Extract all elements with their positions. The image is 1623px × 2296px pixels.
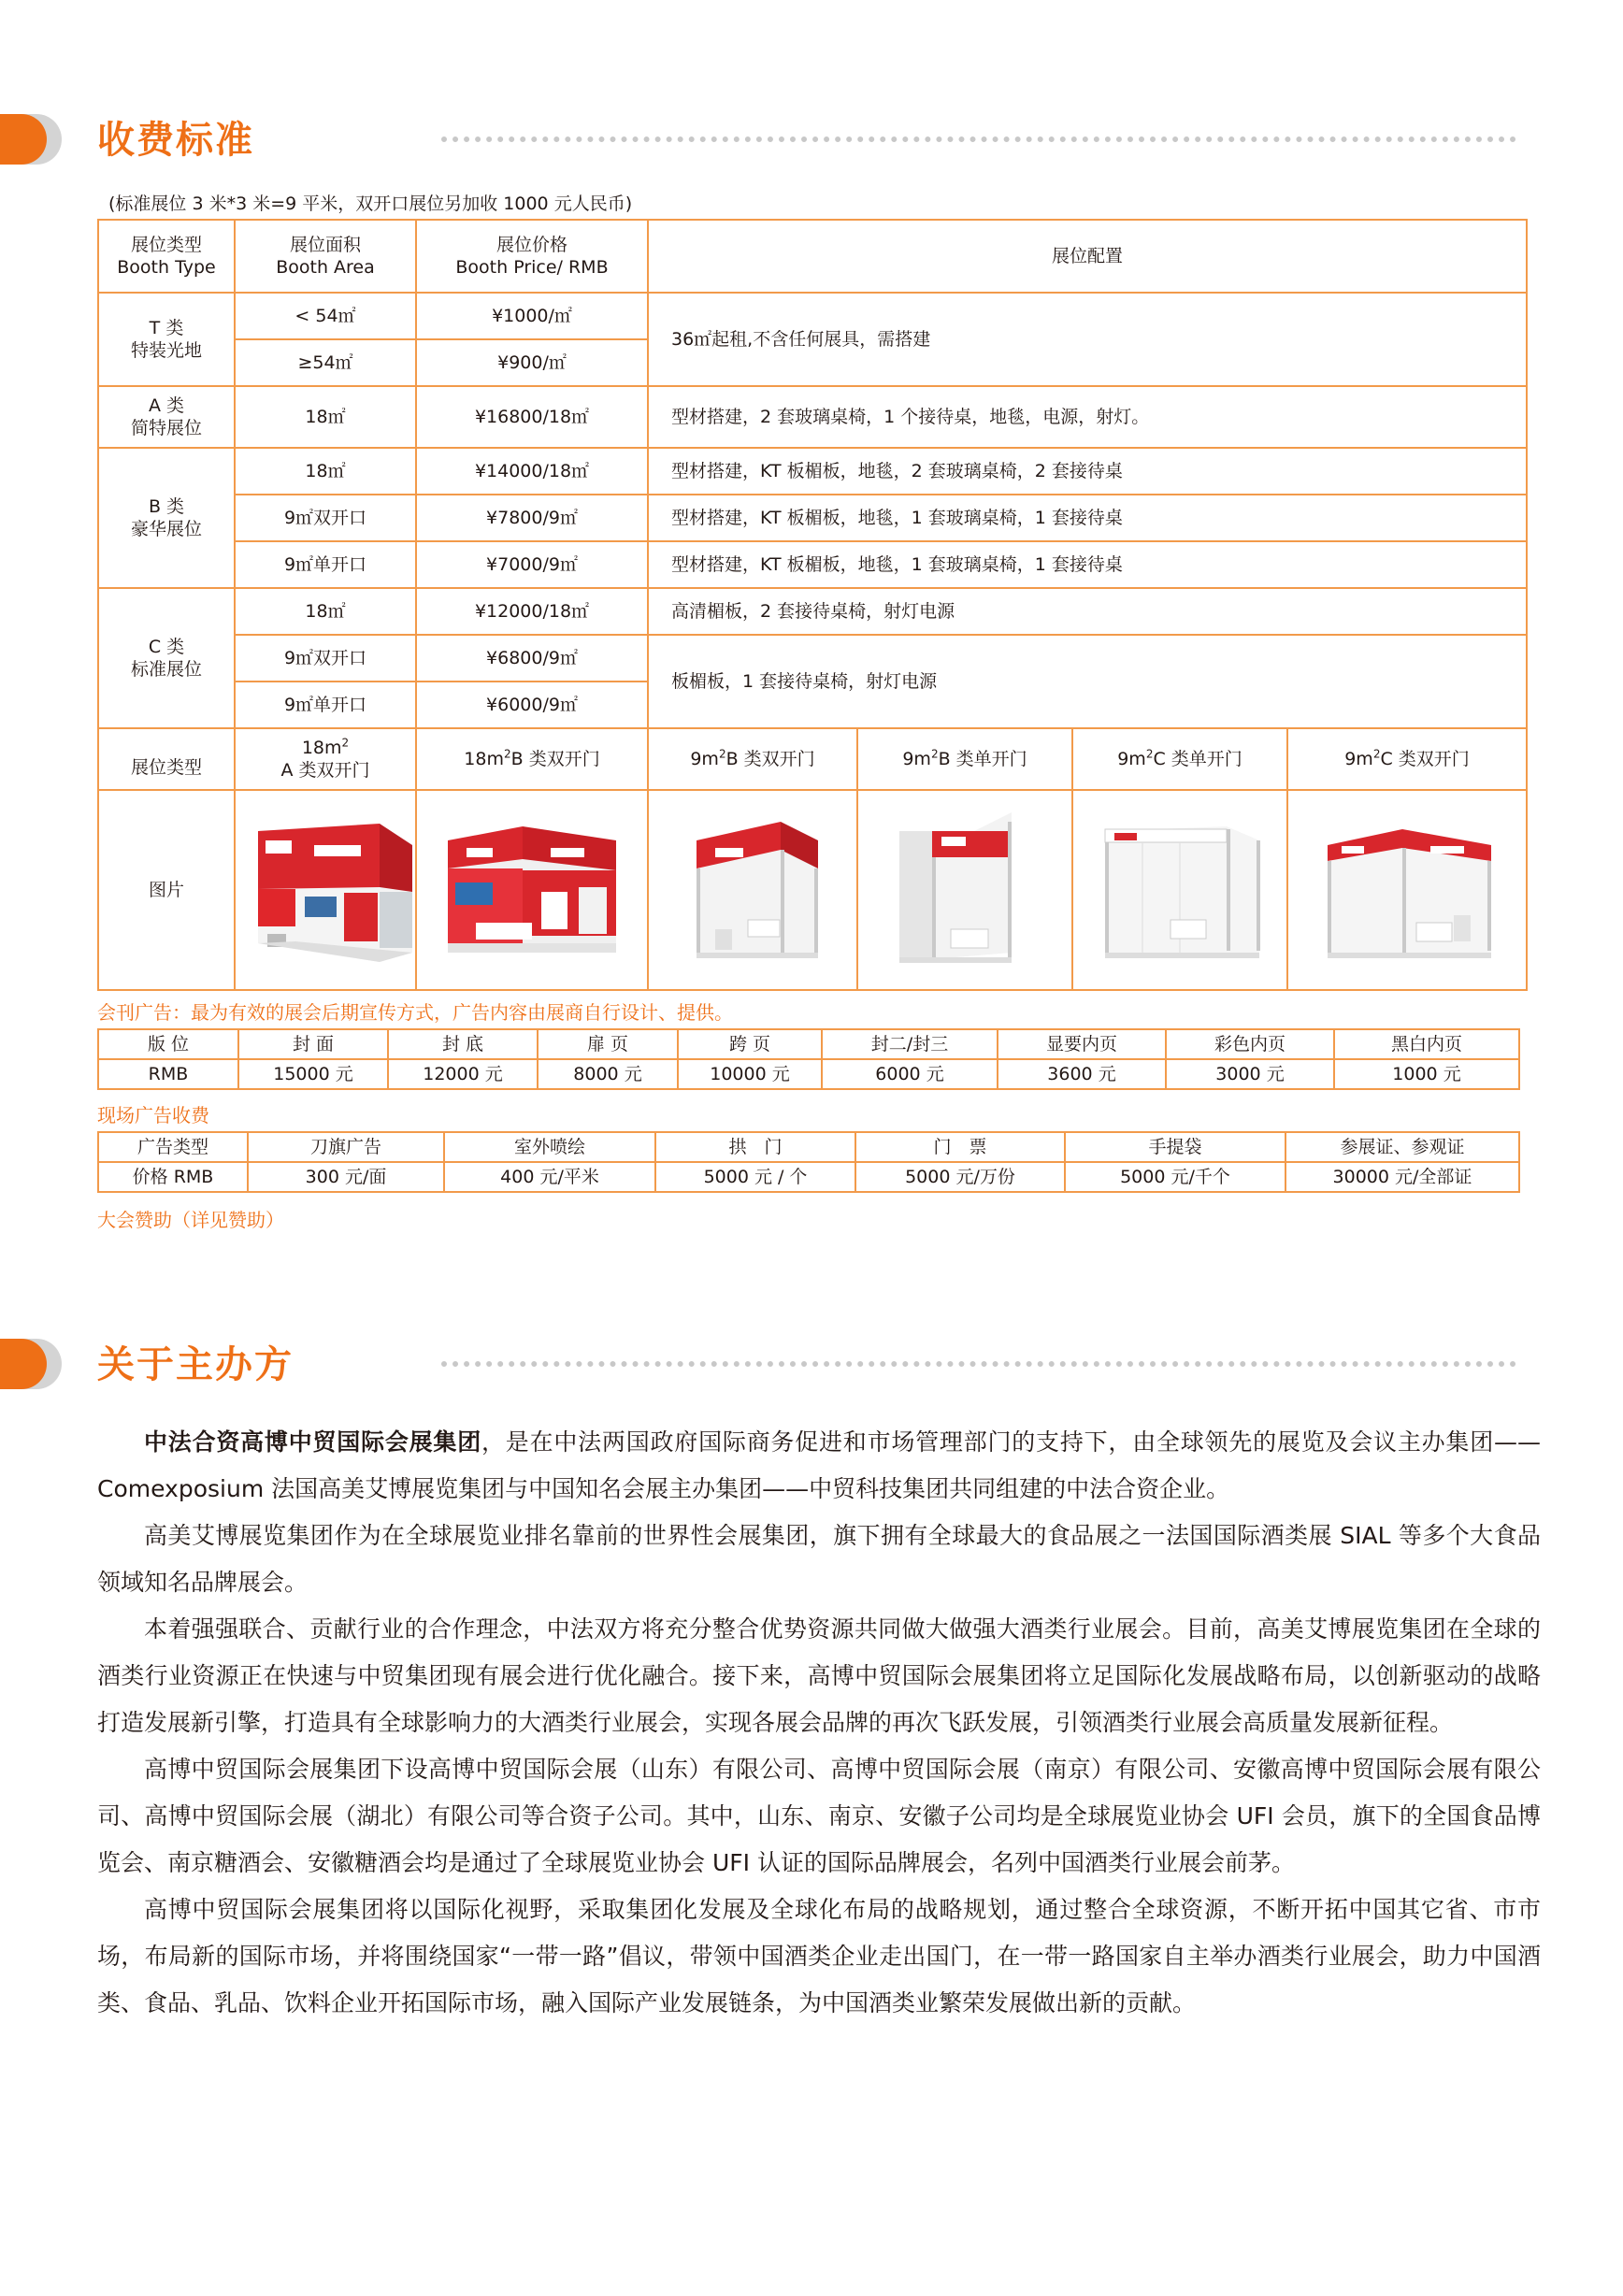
booth-c-single-photo bbox=[1086, 803, 1273, 971]
table-cell: 版 位 bbox=[98, 1029, 238, 1059]
area-cell: ≥54㎡ bbox=[235, 339, 416, 386]
config-cell: 36㎡起租,不含任何展具，需搭建 bbox=[648, 293, 1527, 386]
section-marker-icon bbox=[0, 112, 67, 168]
table-cell: 15000 元 bbox=[238, 1059, 388, 1089]
type-c: C 类 标准展位 bbox=[98, 588, 235, 728]
table-cell: 30000 元/全部证 bbox=[1285, 1162, 1519, 1192]
table-cell: 封二/封三 bbox=[822, 1029, 998, 1059]
about-paragraph: 高美艾博展览集团作为在全球展览业排名靠前的世界性会展集团，旗下拥有全球最大的食品展之一法国国际酒类展 SIAL 等多个大食品领域知名品牌展会。 bbox=[97, 1522, 1541, 1596]
dotted-divider bbox=[441, 136, 1516, 142]
booth-image-cell bbox=[1287, 790, 1527, 990]
type-b18-double: $18m^2B$ 类双开门 bbox=[416, 728, 648, 790]
onsite-ad-note: 现场广告收费 bbox=[97, 1104, 209, 1126]
table-cell: 5000 元 / 个 bbox=[655, 1162, 855, 1192]
type-c-single: $9m^2C$ 类单开门 bbox=[1072, 728, 1287, 790]
table-row bbox=[98, 588, 1527, 635]
booth-b18-photo bbox=[438, 803, 625, 971]
onsite-header-row bbox=[98, 1132, 1519, 1162]
table-cell: 跨 页 bbox=[678, 1029, 822, 1059]
header-config: 展位配置 bbox=[648, 220, 1527, 293]
table-cell: 价格 RMB bbox=[98, 1162, 248, 1192]
catalog-ad-table bbox=[97, 1028, 1520, 1090]
booth-image-cell bbox=[857, 790, 1072, 990]
booth-price-table bbox=[97, 219, 1528, 991]
section-title-organizer: 关于主办方 bbox=[97, 1343, 294, 1386]
section-header-fees bbox=[0, 112, 1623, 178]
about-paragraph: 中法合资高博中贸国际会展集团，是在中法两国政府国际商务促进和市场管理部门的支持下，由全球领先的展览及会议主办集团——Comexposium 法国高美艾博展览集团与中国知名会展主办集团——中贸科技集团共同组建的中法合资企业。 bbox=[97, 1428, 1541, 1502]
about-paragraph: 高博中贸国际会展集团将以国际化视野，采取集团化发展及全球化布局的战略规划，通过整合全球资源，不断开拓中国其它省、市市场，布局新的国际市场，并将围绕国家“一带一路”倡议，带领中国酒类企业走出国门，在一带一路国家自主举办酒类行业展会，助力中国酒类、食品、乳品、饮料企业开拓国际市场，融入国际产业发展链条，为中国酒类业繁荣发展做出新的贡献。 bbox=[97, 1896, 1541, 2016]
area-cell: 9㎡单开口 bbox=[235, 541, 416, 588]
area-cell: < 54㎡ bbox=[235, 293, 416, 339]
table-cell: 显要内页 bbox=[998, 1029, 1166, 1059]
about-paragraph: 高博中贸国际会展集团下设高博中贸国际会展（山东）有限公司、高博中贸国际会展（南京）有限公司、安徽高博中贸国际会展有限公司、高博中贸国际会展（湖北）有限公司等合资子公司。其中，山东、南京、安徽子公司均是全球展览业协会 UFI 会员，旗下的全国食品博览会、南京糖酒会、安徽糖酒会均是通过了全球展览业协会 UFI 认证的国际品牌展会，名列中国酒类行业展会前茅。 bbox=[97, 1756, 1541, 1876]
table-row bbox=[98, 541, 1527, 588]
table-cell: 5000 元/千个 bbox=[1065, 1162, 1285, 1192]
price-cell: ¥6000/9㎡ bbox=[416, 682, 648, 728]
booth-image-cell bbox=[1072, 790, 1287, 990]
config-cell: 板楣板，1 套接待桌椅，射灯电源 bbox=[648, 635, 1527, 728]
booth-type-row bbox=[98, 728, 1527, 790]
table-cell: 刀旗广告 bbox=[248, 1132, 444, 1162]
type-t: T 类 特装光地 bbox=[98, 293, 235, 386]
table-cell: 400 元/平米 bbox=[444, 1162, 655, 1192]
booth-picture-row bbox=[98, 790, 1527, 990]
config-cell: 高清楣板，2 套接待桌椅，射灯电源 bbox=[648, 588, 1527, 635]
onsite-ad-table bbox=[97, 1131, 1520, 1193]
booth-a-photo bbox=[239, 803, 426, 971]
table-cell: 封 底 bbox=[388, 1029, 538, 1059]
booth-c-double-photo bbox=[1314, 803, 1501, 971]
table-cell: 12000 元 bbox=[388, 1059, 538, 1089]
type-b9-single: $9m^2B$ 类单开门 bbox=[857, 728, 1072, 790]
header-price: 展位价格 Booth Price/ RMB bbox=[416, 220, 648, 293]
price-cell: ¥12000/18㎡ bbox=[416, 588, 648, 635]
ad-value-row bbox=[98, 1059, 1519, 1089]
onsite-value-row bbox=[98, 1162, 1519, 1192]
booth-image-cell bbox=[235, 790, 416, 990]
ad-header-row bbox=[98, 1029, 1519, 1059]
table-cell: 拱 门 bbox=[655, 1132, 855, 1162]
header-area: 展位面积 Booth Area bbox=[235, 220, 416, 293]
table-row bbox=[98, 448, 1527, 495]
table-cell: 室外喷绘 bbox=[444, 1132, 655, 1162]
table-cell: 黑白内页 bbox=[1334, 1029, 1519, 1059]
area-cell: 18㎡ bbox=[235, 588, 416, 635]
area-cell: 9㎡单开口 bbox=[235, 682, 416, 728]
price-cell: ¥7800/9㎡ bbox=[416, 495, 648, 541]
booth-note: (标准展位 3 米*3 米=9 平米，双开口展位另加收 1000 元人民币) bbox=[108, 194, 633, 214]
table-row bbox=[98, 386, 1527, 448]
table-cell: 广告类型 bbox=[98, 1132, 248, 1162]
catalog-ad-note: 会刊广告：最为有效的展会后期宣传方式，广告内容由展商自行设计、提供。 bbox=[97, 1001, 733, 1024]
price-cell: ¥900/㎡ bbox=[416, 339, 648, 386]
table-row bbox=[98, 495, 1527, 541]
section-title-fees: 收费标准 bbox=[97, 119, 254, 162]
section-header-organizer bbox=[0, 1337, 1623, 1402]
area-cell: 18㎡ bbox=[235, 386, 416, 448]
booth-b9-single-photo bbox=[871, 803, 1058, 971]
booth-image-cell bbox=[416, 790, 648, 990]
table-cell: 彩色内页 bbox=[1166, 1029, 1334, 1059]
sponsor-note: 大会赞助（详见赞助） bbox=[97, 1209, 284, 1231]
type-row-label: 展位类型 bbox=[98, 728, 235, 790]
table-cell: 6000 元 bbox=[822, 1059, 998, 1089]
booth-b9-double-photo bbox=[659, 803, 846, 971]
type-b: B 类 豪华展位 bbox=[98, 448, 235, 588]
table-cell: 10000 元 bbox=[678, 1059, 822, 1089]
table-header-row bbox=[98, 220, 1527, 293]
type-a-double: $18m^2$ A 类双开门 bbox=[235, 728, 416, 790]
dotted-divider bbox=[441, 1361, 1516, 1367]
section-marker-icon bbox=[0, 1337, 67, 1393]
table-row bbox=[98, 293, 1527, 339]
table-cell: 1000 元 bbox=[1334, 1059, 1519, 1089]
table-cell: 8000 元 bbox=[538, 1059, 678, 1089]
area-cell: 9㎡双开口 bbox=[235, 495, 416, 541]
table-row bbox=[98, 635, 1527, 682]
type-b9-double: $9m^2B$ 类双开门 bbox=[648, 728, 857, 790]
config-cell: 型材搭建，KT 板楣板，地毯，1 套玻璃桌椅，1 套接待桌 bbox=[648, 541, 1527, 588]
config-cell: 型材搭建，KT 板楣板，地毯，2 套玻璃桌椅，2 套接待桌 bbox=[648, 448, 1527, 495]
table-cell: 封 面 bbox=[238, 1029, 388, 1059]
table-cell: 300 元/面 bbox=[248, 1162, 444, 1192]
price-cell: ¥14000/18㎡ bbox=[416, 448, 648, 495]
about-organizer-text bbox=[97, 1419, 1541, 2027]
table-cell: 手提袋 bbox=[1065, 1132, 1285, 1162]
config-cell: 型材搭建，2 套玻璃桌椅，1 个接待桌，地毯，电源，射灯。 bbox=[648, 386, 1527, 448]
price-cell: ¥1000/㎡ bbox=[416, 293, 648, 339]
table-cell: RMB bbox=[98, 1059, 238, 1089]
table-cell: 5000 元/万份 bbox=[855, 1162, 1065, 1192]
type-c-double: $9m^2C$ 类双开门 bbox=[1287, 728, 1527, 790]
price-cell: ¥7000/9㎡ bbox=[416, 541, 648, 588]
price-cell: ¥6800/9㎡ bbox=[416, 635, 648, 682]
about-paragraph: 本着强强联合、贡献行业的合作理念，中法双方将充分整合优势资源共同做大做强大酒类行业展会。目前，高美艾博展览集团在全球的酒类行业资源正在快速与中贸集团现有展会进行优化融合。接下来，高博中贸国际会展集团将立足国际化发展战略布局，以创新驱动的战略打造发展新引擎，打造具有全球影响力的大酒类行业展会，实现各展会品牌的再次飞跃发展，引领酒类行业展会高质量发展新征程。 bbox=[97, 1615, 1541, 1736]
booth-image-cell bbox=[648, 790, 857, 990]
area-cell: 18㎡ bbox=[235, 448, 416, 495]
config-cell: 型材搭建，KT 板楣板，地毯，1 套玻璃桌椅，1 套接待桌 bbox=[648, 495, 1527, 541]
table-cell: 3600 元 bbox=[998, 1059, 1166, 1089]
table-cell: 参展证、参观证 bbox=[1285, 1132, 1519, 1162]
table-cell: 3000 元 bbox=[1166, 1059, 1334, 1089]
table-cell: 扉 页 bbox=[538, 1029, 678, 1059]
price-cell: ¥16800/18㎡ bbox=[416, 386, 648, 448]
table-cell: 门 票 bbox=[855, 1132, 1065, 1162]
type-a: A 类 简特展位 bbox=[98, 386, 235, 448]
area-cell: 9㎡双开口 bbox=[235, 635, 416, 682]
picture-row-label: 图片 bbox=[98, 790, 235, 990]
header-type: 展位类型 Booth Type bbox=[98, 220, 235, 293]
